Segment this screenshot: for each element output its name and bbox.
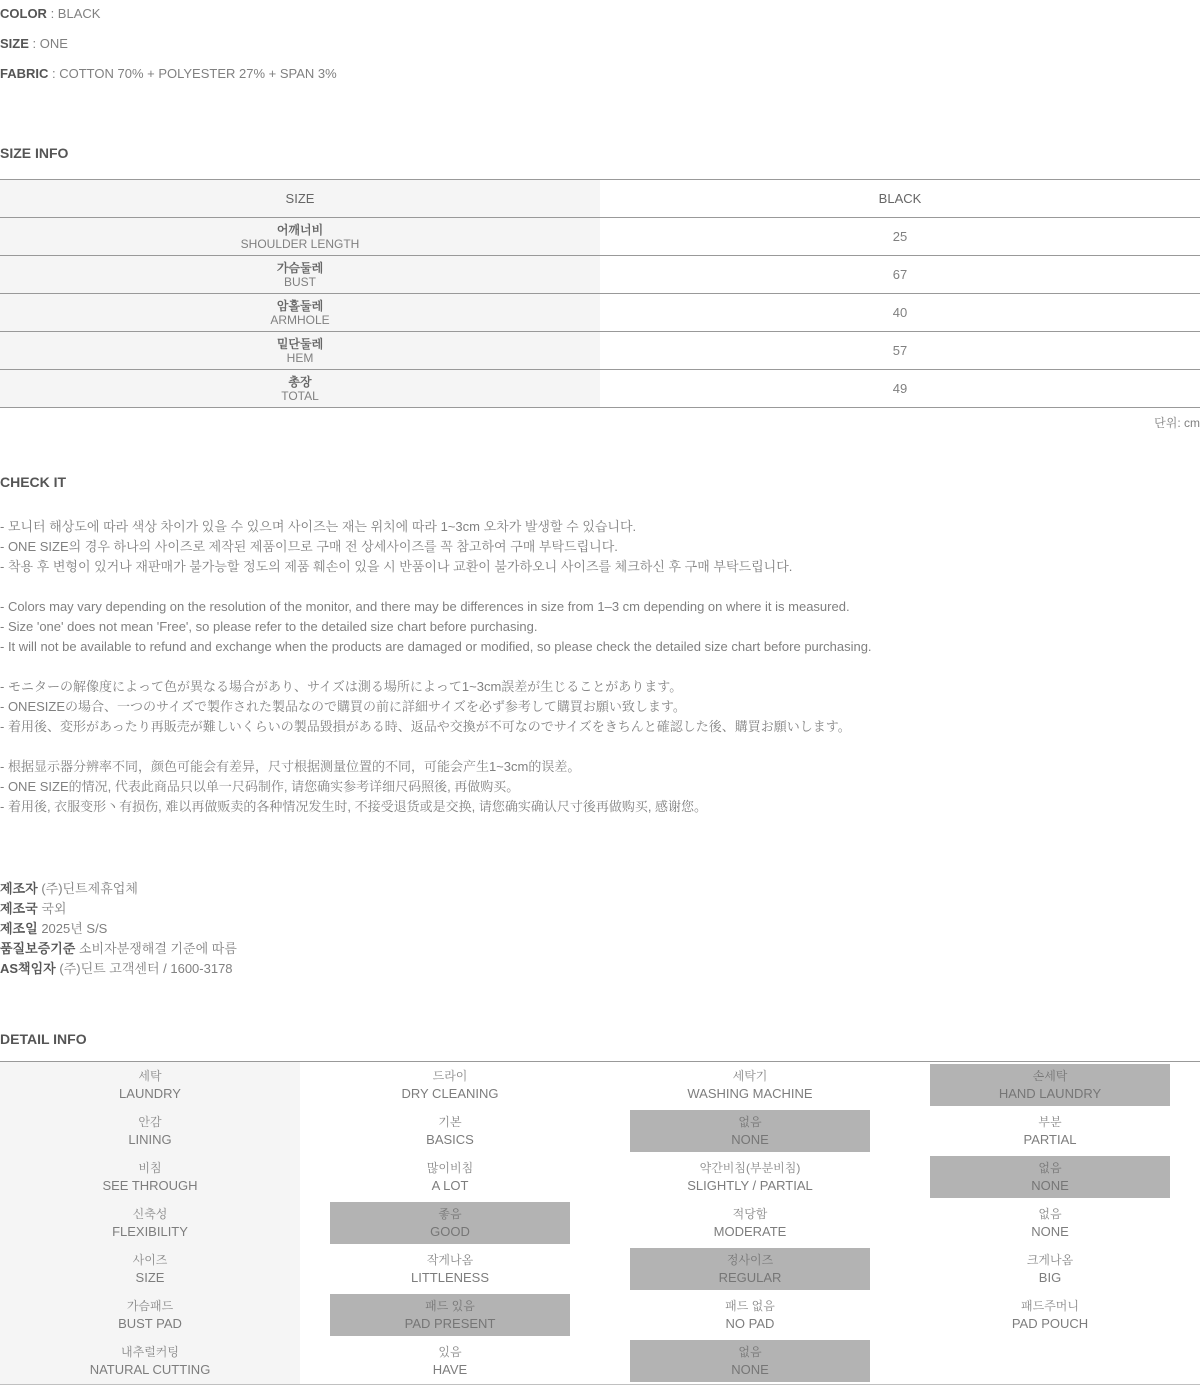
- detail-option-en: GOOD: [430, 1224, 470, 1239]
- detail-option: [630, 1340, 870, 1382]
- detail-option-en: LITTLENESS: [410, 1270, 490, 1285]
- size-table-header-size: SIZE: [0, 180, 600, 218]
- detail-option-en: PARTIAL: [1023, 1132, 1077, 1147]
- detail-option-en: BIG: [1038, 1270, 1062, 1285]
- manufacturer-value: 2025년 S/S: [41, 921, 108, 936]
- detail-option-cell: [300, 1246, 600, 1292]
- detail-option-cell: [300, 1292, 600, 1338]
- detail-option: [930, 1064, 1170, 1106]
- detail-label-kr: 비침: [138, 1161, 162, 1175]
- size-info-heading: SIZE INFO: [0, 145, 69, 161]
- detail-table: [0, 1061, 1200, 1385]
- detail-option-en: NONE: [1031, 1178, 1069, 1193]
- detail-option-kr: 작게나옴: [426, 1253, 474, 1267]
- detail-label-en: SEE THROUGH: [102, 1178, 198, 1193]
- detail-option-en: PAD PRESENT: [404, 1316, 496, 1331]
- detail-row-label: [0, 1108, 300, 1154]
- korean-line: - 모니터 해상도에 따라 색상 차이가 있을 수 있으며 사이즈는 재는 위치에 따라 1~3cm 오차가 발생할 수 있습니다.: [0, 519, 637, 534]
- size-row-value: 57: [892, 343, 908, 358]
- manufacturer-line: [0, 899, 1200, 919]
- check-it-chinese: [0, 757, 1200, 817]
- detail-option: [630, 1156, 870, 1198]
- detail-row-natural-cutting: [0, 1338, 1200, 1384]
- detail-option-cell: [300, 1154, 600, 1200]
- detail-option-en: REGULAR: [718, 1270, 782, 1285]
- size-table-row-armhole: [0, 294, 1200, 332]
- detail-label-kr: 사이즈: [132, 1253, 168, 1267]
- detail-option: [330, 1340, 570, 1382]
- detail-option: [330, 1294, 570, 1336]
- detail-option: [330, 1110, 570, 1152]
- detail-row-label: [0, 1154, 300, 1200]
- detail-label-en: FLEXIBILITY: [112, 1224, 188, 1239]
- manufacturer-line: [0, 879, 1200, 899]
- manufacturer-value: 국외: [41, 901, 67, 916]
- detail-option-kr: 드라이: [432, 1069, 468, 1083]
- detail-option-cell: [900, 1200, 1200, 1246]
- detail-row-label: [0, 1338, 300, 1384]
- detail-label-en: LINING: [128, 1132, 172, 1147]
- detail-row-label: [0, 1200, 300, 1246]
- english-line: - Size 'one' does not mean 'Free', so please refer to the detailed size chart before purchasing.: [0, 619, 538, 634]
- detail-option-en: NONE: [731, 1362, 769, 1377]
- size-table-header-row: [0, 180, 1200, 218]
- detail-option-cell: [900, 1246, 1200, 1292]
- detail-option-cell-empty: [900, 1338, 1200, 1384]
- size-spec-line: [0, 37, 1200, 51]
- detail-option-kr: 좋음: [438, 1207, 462, 1221]
- size-row-value: 49: [892, 381, 908, 396]
- japanese-line: - ONESIZEの場合、一つのサイズで製作された製品なので購買の前に詳細サイズを必ず参考して購買お願い致します。: [0, 699, 686, 714]
- detail-option-kr: 정사이즈: [726, 1253, 774, 1267]
- manufacturer-label: 품질보증기준: [0, 941, 76, 956]
- detail-option-cell: [900, 1108, 1200, 1154]
- size-row-label: [0, 256, 600, 294]
- fabric-value: : COTTON 70% + POLYESTER 27% + SPAN 3%: [52, 66, 337, 81]
- detail-option-cell: [900, 1154, 1200, 1200]
- manufacturer-label: 제조자: [0, 881, 38, 896]
- fabric-label: FABRIC: [0, 66, 49, 81]
- detail-option-cell: [600, 1338, 900, 1384]
- detail-label-kr: 세탁: [138, 1069, 162, 1083]
- manufacturer-value: 소비자분쟁해결 기준에 따름: [78, 941, 237, 956]
- detail-option-kr: 패드 없음: [725, 1299, 775, 1313]
- size-row-label-kr: 총장: [288, 374, 312, 389]
- size-row-label: [0, 294, 600, 332]
- detail-option-kr: 패드주머니: [1021, 1299, 1079, 1313]
- detail-option: [630, 1248, 870, 1290]
- detail-option-kr: 손세탁: [1032, 1069, 1068, 1083]
- manufacturer-line: [0, 939, 1200, 959]
- size-row-label: [0, 332, 600, 370]
- size-row-label-kr: 밑단둘레: [276, 336, 324, 351]
- check-it-korean: [0, 517, 1200, 577]
- detail-option-kr: 많이비침: [426, 1161, 474, 1175]
- size-row-value: 67: [892, 267, 908, 282]
- manufacturer-value: (주)딘트제휴업체: [41, 881, 138, 896]
- detail-option-kr: 없음: [1038, 1207, 1062, 1221]
- detail-option: [630, 1064, 870, 1106]
- manufacturer-line: [0, 959, 1200, 979]
- check-it-heading: CHECK IT: [0, 474, 67, 490]
- detail-option-cell: [900, 1292, 1200, 1338]
- japanese-line: - モニターの解像度によって色が異なる場合があり、サイズは測る場所によって1~3cm誤差が生じることがあります。: [0, 679, 683, 694]
- detail-option-kr: 약간비침(부분비침): [699, 1161, 801, 1175]
- size-table: [0, 179, 1200, 408]
- detail-option-kr: 없음: [738, 1115, 762, 1129]
- detail-label-en: NATURAL CUTTING: [89, 1362, 211, 1377]
- detail-option-en: HAND LAUNDRY: [998, 1086, 1102, 1101]
- detail-option-cell: [300, 1200, 600, 1246]
- detail-option-kr: 적당함: [732, 1207, 768, 1221]
- detail-option-en: SLIGHTLY / PARTIAL: [687, 1178, 813, 1193]
- size-row-value: 25: [892, 229, 908, 244]
- color-value: : BLACK: [50, 6, 101, 21]
- detail-option: [930, 1156, 1170, 1198]
- detail-option-en: PAD POUCH: [1011, 1316, 1089, 1331]
- english-line: - It will not be available to refund and exchange when the products are damaged or modified, so please check the detailed size chart before purchasing.: [0, 639, 872, 654]
- size-row-value: 40: [892, 305, 908, 320]
- detail-option: [330, 1156, 570, 1198]
- detail-option-kr: 없음: [738, 1345, 762, 1359]
- detail-label-en: SIZE: [135, 1270, 165, 1285]
- detail-label-kr: 내추럴커팅: [121, 1345, 179, 1359]
- detail-row-see-through: [0, 1154, 1200, 1200]
- detail-option: [930, 1110, 1170, 1152]
- korean-line: - ONE SIZE의 경우 하나의 사이즈로 제작된 제품이므로 구매 전 상세사이즈를 꼭 참고하여 구매 부탁드립니다.: [0, 539, 618, 554]
- manufacturer-line: [0, 919, 1200, 939]
- detail-option: [930, 1340, 1170, 1382]
- product-specs: [0, 7, 1200, 81]
- manufacturer-value: (주)딘트 고객센터 / 1600-3178: [59, 961, 233, 976]
- chinese-line: - ONE SIZE的情况, 代表此商品只以单一尺码制作, 请您确实参考详细尺码照後, 再做购买。: [0, 779, 520, 794]
- detail-option-en: NO PAD: [725, 1316, 775, 1331]
- detail-option: [330, 1202, 570, 1244]
- size-value: : ONE: [32, 36, 68, 51]
- detail-option-cell: [600, 1292, 900, 1338]
- detail-option: [930, 1294, 1170, 1336]
- detail-option-kr: 세탁기: [732, 1069, 768, 1083]
- manufacturer-label: 제조일: [0, 921, 38, 936]
- size-row-label-en: ARMHOLE: [270, 312, 330, 327]
- manufacturer-label: 제조국: [0, 901, 38, 916]
- detail-row-size: [0, 1246, 1200, 1292]
- detail-label-en: BUST PAD: [118, 1316, 182, 1331]
- size-label: SIZE: [0, 36, 29, 51]
- size-row-label-en: TOTAL: [281, 388, 319, 403]
- detail-row-bust-pad: [0, 1292, 1200, 1338]
- detail-option: [330, 1248, 570, 1290]
- detail-option-kr: 부분: [1038, 1115, 1062, 1129]
- size-table-row-hem: [0, 332, 1200, 370]
- detail-label-en: LAUNDRY: [119, 1086, 181, 1101]
- detail-option-en: NONE: [731, 1132, 769, 1147]
- manufacturer-info: [0, 879, 1200, 979]
- detail-option-cell: [600, 1154, 900, 1200]
- detail-label-kr: 안감: [138, 1115, 162, 1129]
- detail-option-en: BASICS: [426, 1132, 474, 1147]
- detail-option-kr: 없음: [1038, 1161, 1062, 1175]
- size-row-label-kr: 가슴둘레: [276, 260, 324, 275]
- detail-option-cell: [300, 1338, 600, 1384]
- detail-option-en: A LOT: [431, 1178, 469, 1193]
- detail-option-en: MODERATE: [713, 1224, 787, 1239]
- unit-note: 단위: cm: [1154, 416, 1200, 430]
- color-spec-line: [0, 7, 1200, 21]
- detail-option-en: WASHING MACHINE: [687, 1086, 813, 1101]
- korean-line: - 착용 후 변형이 있거나 재판매가 불가능할 정도의 제품 훼손이 있을 시 반품이나 교환이 불가하오니 사이즈를 체크하신 후 구매 부탁드립니다.: [0, 559, 793, 574]
- detail-option: [630, 1202, 870, 1244]
- detail-option-cell: [600, 1108, 900, 1154]
- detail-option-kr: 크게나옴: [1026, 1253, 1074, 1267]
- detail-option-cell: [600, 1200, 900, 1246]
- fabric-spec-line: [0, 67, 1200, 81]
- check-it-english: [0, 597, 1200, 657]
- size-row-label: [0, 370, 600, 408]
- english-line: - Colors may vary depending on the resolution of the monitor, and there may be differences in size from 1–3 cm depending on where it is measured.: [0, 599, 850, 614]
- detail-option: [930, 1248, 1170, 1290]
- detail-option-cell: [600, 1062, 900, 1108]
- detail-option-en: HAVE: [432, 1362, 468, 1377]
- color-label: COLOR: [0, 6, 47, 21]
- size-row-label-kr: 암홀둘레: [276, 298, 324, 313]
- size-row-label-en: BUST: [283, 274, 316, 289]
- detail-row-label: [0, 1246, 300, 1292]
- detail-option-kr: 패드 있음: [425, 1299, 475, 1313]
- detail-label-kr: 신축성: [132, 1207, 168, 1221]
- size-row-label-en: SHOULDER LENGTH: [240, 236, 360, 251]
- check-it-japanese: [0, 677, 1200, 737]
- detail-info-heading: DETAIL INFO: [0, 1031, 87, 1047]
- detail-option-cell: [900, 1062, 1200, 1108]
- detail-option-cell: [600, 1246, 900, 1292]
- detail-option: [630, 1110, 870, 1152]
- size-table-row-shoulder: [0, 218, 1200, 256]
- detail-option: [930, 1202, 1170, 1244]
- size-row-label: [0, 218, 600, 256]
- size-table-row-total: [0, 370, 1200, 408]
- size-row-label-kr: 어깨너비: [276, 222, 324, 237]
- chinese-line: - 着用後, 衣服变形丶有损伤, 难以再做贩卖的各种情况发生时, 不接受退货或是交换, 请您确实确认尺寸後再做购买, 感谢您。: [0, 799, 708, 814]
- detail-option-kr: 있음: [438, 1345, 462, 1359]
- size-table-row-bust: [0, 256, 1200, 294]
- detail-option-kr: 기본: [438, 1115, 462, 1129]
- detail-option-cell: [300, 1108, 600, 1154]
- chinese-line: - 根据显示器分辨率不同，颜色可能会有差异，尺寸根据测量位置的不同，可能会产生1~3cm的误差。: [0, 759, 581, 774]
- detail-row-lining: [0, 1108, 1200, 1154]
- detail-row-label: [0, 1292, 300, 1338]
- detail-option-cell: [300, 1062, 600, 1108]
- detail-option-en: DRY CLEANING: [401, 1086, 499, 1101]
- size-table-header-black: BLACK: [878, 191, 922, 206]
- detail-row-flexibility: [0, 1200, 1200, 1246]
- detail-option: [330, 1064, 570, 1106]
- detail-label-kr: 가슴패드: [126, 1299, 174, 1313]
- detail-row-label: [0, 1062, 300, 1108]
- size-row-label-en: HEM: [286, 350, 314, 365]
- detail-option: [630, 1294, 870, 1336]
- detail-option-en: NONE: [1031, 1224, 1069, 1239]
- detail-row-laundry: [0, 1062, 1200, 1108]
- manufacturer-label: AS책임자: [0, 961, 56, 976]
- japanese-line: - 着用後、変形があったり再販売が難しいくらいの製品毀損がある時、返品や交換が不可なのでサイズをきちんと確認した後、購買お願いします。: [0, 719, 851, 734]
